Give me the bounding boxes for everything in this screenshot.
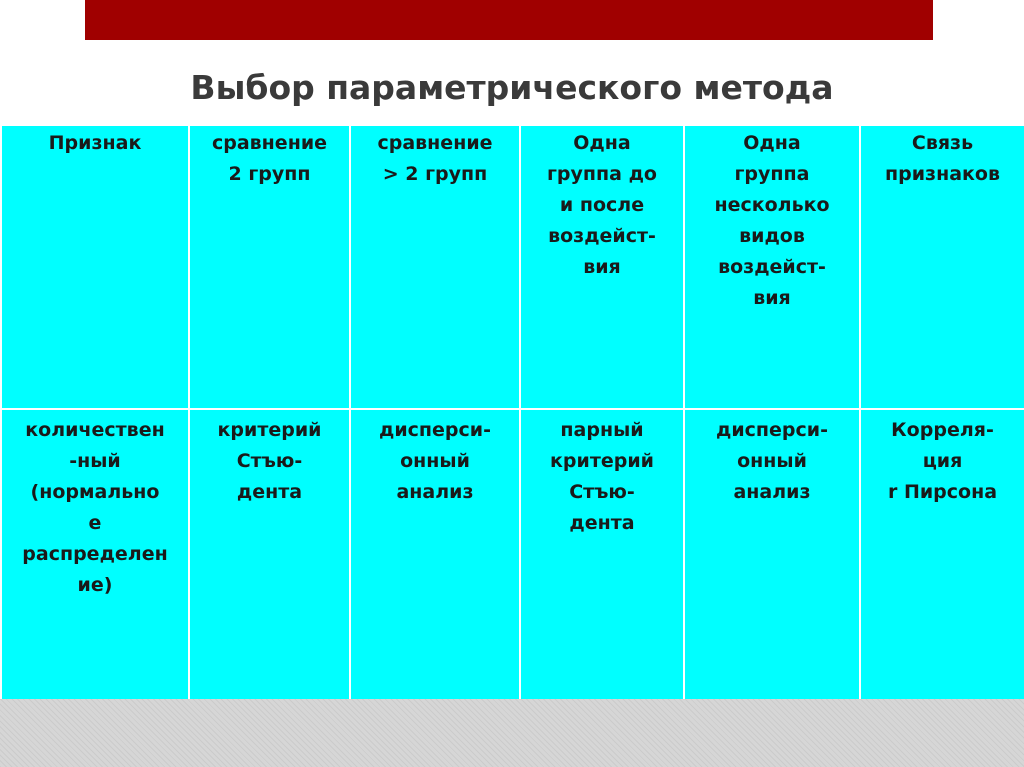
footer-band	[0, 699, 1024, 767]
table-header-row	[1, 125, 1024, 409]
cell-anova: дисперси- онный анализ	[350, 409, 520, 702]
slide-title: Выбор параметрического метода	[190, 68, 834, 107]
cell-anova-repeated: дисперси- онный анализ	[684, 409, 860, 702]
header-cell-feature-association: Связь признаков	[860, 125, 1024, 409]
top-accent-bar	[85, 0, 933, 40]
cell-quantitative-normal: количествен -ный (нормально е распределен ие)	[1, 409, 189, 702]
header-cell-compare-two-groups: сравнение 2 групп	[189, 125, 350, 409]
cell-pearson-correlation: Корреля- ция r Пирсона	[860, 409, 1024, 702]
header-cell-one-group-several-treatments: Одна группа несколько видов воздейст- вия	[684, 125, 860, 409]
header-cell-compare-many-groups: сравнение > 2 групп	[350, 125, 520, 409]
cell-paired-student-test: парный критерий Стъю- дента	[520, 409, 684, 702]
cell-student-test: критерий Стъю- дента	[189, 409, 350, 702]
header-cell-one-group-before-after: Одна группа до и после воздейст- вия	[520, 125, 684, 409]
method-selection-table	[0, 124, 1024, 703]
header-cell-feature: Признак	[1, 125, 189, 409]
table-row	[1, 409, 1024, 702]
